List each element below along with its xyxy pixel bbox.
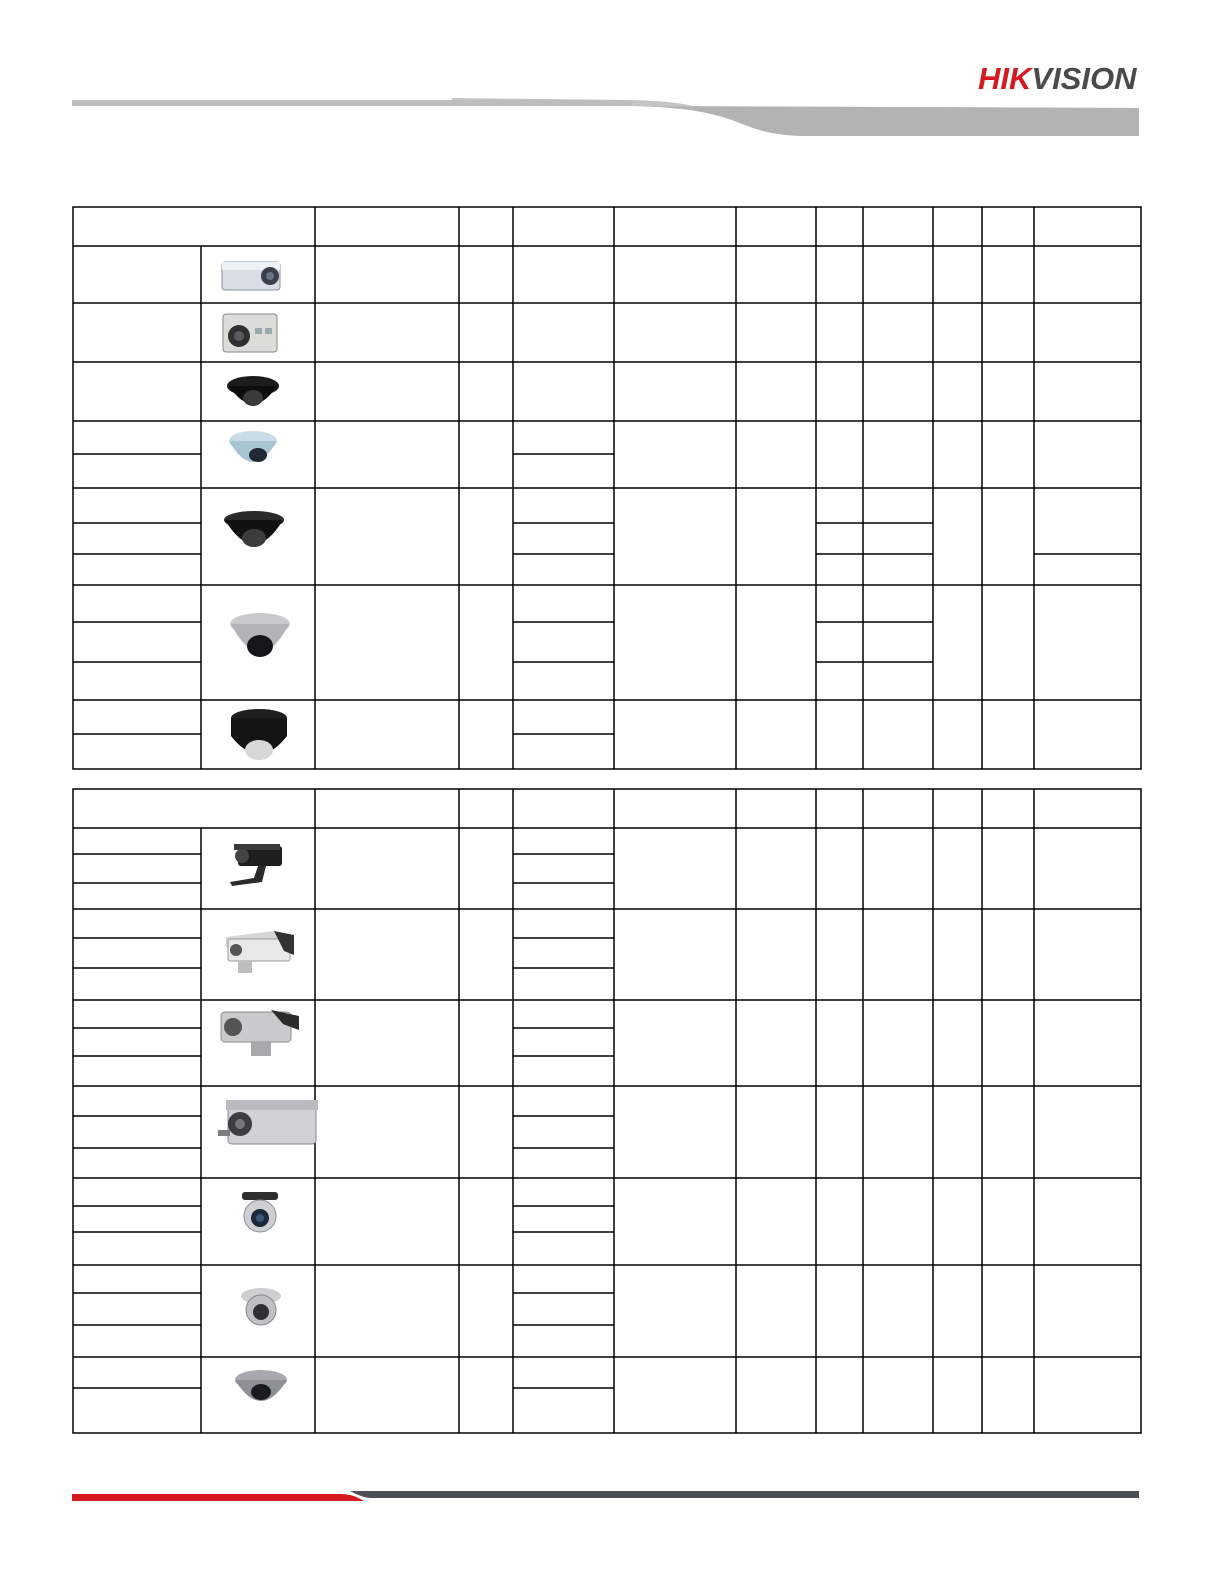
ir-box-camera-housing-icon <box>216 1094 320 1158</box>
product-table-bottom <box>72 788 1153 1436</box>
logo-text-red: HIK <box>978 61 1032 96</box>
hikvision-logo <box>978 62 1136 96</box>
ir-eyeball-dome-icon <box>236 1188 284 1236</box>
ir-bullet-camera-white-icon <box>224 921 296 977</box>
dome-camera-black-icon <box>224 370 282 418</box>
dome-camera-silver-icon <box>227 608 293 670</box>
dome-camera-dark-icon <box>222 508 286 560</box>
box-camera-alt-icon <box>219 310 283 356</box>
ir-turret-dome-icon <box>236 1282 286 1332</box>
header-decorative-bar <box>72 98 1142 140</box>
footer-decorative-bar <box>72 1490 1142 1504</box>
dome-camera-blue-icon <box>224 427 282 479</box>
logo-text-dark: VISION <box>1031 61 1137 96</box>
ir-bullet-camera-small-icon <box>224 840 286 888</box>
box-camera-icon <box>220 256 284 296</box>
ir-bullet-camera-large-icon <box>217 1004 301 1060</box>
mini-dome-camera-icon <box>232 1364 290 1412</box>
product-table-top <box>72 206 1153 771</box>
vandal-dome-camera-icon <box>227 706 291 768</box>
